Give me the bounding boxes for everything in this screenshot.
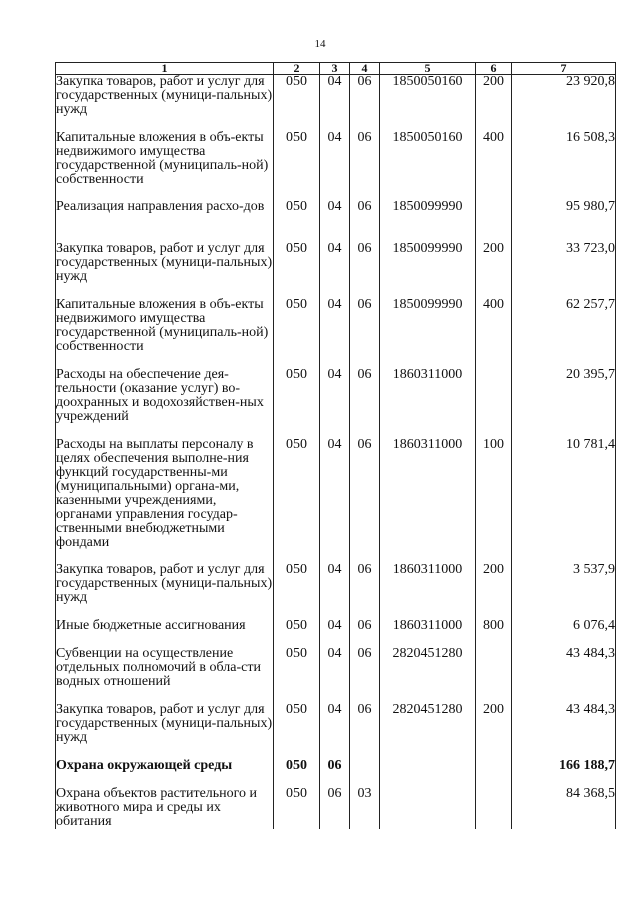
table-row <box>56 619 616 647</box>
row-name-cell: Закупка товаров, работ и услуг для государственных (муници-пальных) нужд <box>56 242 274 298</box>
row-code-gr-cell: 050 <box>274 703 320 759</box>
row-section-cell: 06 <box>320 787 350 829</box>
row-subsection-cell <box>350 759 380 787</box>
row-target-article-cell: 1850099990 <box>380 242 476 298</box>
row-subsection-cell: 06 <box>350 647 380 703</box>
row-section-cell: 04 <box>320 242 350 298</box>
table-row <box>56 242 616 298</box>
table-row <box>56 563 616 619</box>
row-amount-cell: 43 484,3 <box>512 703 616 759</box>
row-target-article-cell: 1850099990 <box>380 200 476 242</box>
row-target-article-cell: 1860311000 <box>380 368 476 438</box>
row-name-cell: Субвенции на осуществление отдельных полномочий в обла-сти водных отношений <box>56 647 274 703</box>
row-target-article-cell: 2820451280 <box>380 647 476 703</box>
table-row <box>56 438 616 563</box>
row-expense-type-cell <box>476 787 512 829</box>
row-code-gr-cell: 050 <box>274 242 320 298</box>
row-expense-type-cell: 200 <box>476 242 512 298</box>
table-row <box>56 298 616 368</box>
row-target-article-cell: 1850099990 <box>380 298 476 368</box>
row-code-gr-cell: 050 <box>274 563 320 619</box>
row-expense-type-cell: 400 <box>476 131 512 200</box>
row-section-cell: 04 <box>320 75 350 132</box>
table-row <box>56 647 616 703</box>
row-amount-cell: 84 368,5 <box>512 787 616 829</box>
header-col-5: 5 <box>380 63 476 75</box>
table-row <box>56 200 616 242</box>
row-target-article-cell: 1860311000 <box>380 619 476 647</box>
row-section-cell: 04 <box>320 438 350 563</box>
row-code-gr-cell: 050 <box>274 438 320 563</box>
row-name-cell: Реализация направления расхо-дов <box>56 200 274 242</box>
row-amount-cell: 95 980,7 <box>512 200 616 242</box>
row-subsection-cell: 06 <box>350 368 380 438</box>
table-row <box>56 787 616 829</box>
row-amount-cell: 16 508,3 <box>512 131 616 200</box>
header-col-1: 1 <box>56 63 274 75</box>
row-target-article-cell: 1850050160 <box>380 131 476 200</box>
row-section-cell: 04 <box>320 368 350 438</box>
table-header-row <box>56 63 616 75</box>
row-name-cell: Капитальные вложения в объ-екты недвижимого имущества государственной (муниципаль-ной) собственности <box>56 298 274 368</box>
header-col-7: 7 <box>512 63 616 75</box>
row-amount-cell: 62 257,7 <box>512 298 616 368</box>
row-name-cell: Иные бюджетные ассигнования <box>56 619 274 647</box>
row-section-cell: 04 <box>320 647 350 703</box>
row-amount-cell: 33 723,0 <box>512 242 616 298</box>
row-amount-cell: 6 076,4 <box>512 619 616 647</box>
row-amount-cell: 3 537,9 <box>512 563 616 619</box>
table-row <box>56 75 616 132</box>
header-col-2: 2 <box>274 63 320 75</box>
row-subsection-cell: 06 <box>350 438 380 563</box>
row-subsection-cell: 06 <box>350 75 380 132</box>
budget-table <box>55 62 616 829</box>
row-expense-type-cell: 400 <box>476 298 512 368</box>
row-subsection-cell: 06 <box>350 703 380 759</box>
row-name-cell: Закупка товаров, работ и услуг для государственных (муници-пальных) нужд <box>56 563 274 619</box>
row-section-cell: 04 <box>320 619 350 647</box>
row-amount-cell: 43 484,3 <box>512 647 616 703</box>
header-col-3: 3 <box>320 63 350 75</box>
row-amount-cell: 23 920,8 <box>512 75 616 132</box>
row-target-article-cell: 1860311000 <box>380 438 476 563</box>
row-subsection-cell: 06 <box>350 298 380 368</box>
row-code-gr-cell: 050 <box>274 619 320 647</box>
row-target-article-cell <box>380 787 476 829</box>
row-section-cell: 04 <box>320 298 350 368</box>
page-number: 14 <box>314 38 326 50</box>
header-col-6: 6 <box>476 63 512 75</box>
row-expense-type-cell <box>476 200 512 242</box>
row-target-article-cell: 1860311000 <box>380 563 476 619</box>
row-target-article-cell: 2820451280 <box>380 703 476 759</box>
row-expense-type-cell <box>476 759 512 787</box>
row-name-cell: Закупка товаров, работ и услуг для государственных (муници-пальных) нужд <box>56 75 274 132</box>
row-name-cell: Расходы на обеспечение дея-тельности (оказание услуг) во-доохранных и водохозяйствен-ных учреждений <box>56 368 274 438</box>
row-code-gr-cell: 050 <box>274 647 320 703</box>
row-subsection-cell: 06 <box>350 563 380 619</box>
row-name-cell: Охрана окружающей среды <box>56 759 274 787</box>
row-section-cell: 04 <box>320 703 350 759</box>
row-name-cell: Расходы на выплаты персоналу в целях обеспечения выполне-ния функций государственны-ми (муниципальными) органа-ми, казенными учреждениями, органами управления государ-ственными внебюджетными фондами <box>56 438 274 563</box>
row-expense-type-cell: 800 <box>476 619 512 647</box>
row-expense-type-cell: 200 <box>476 75 512 132</box>
row-amount-cell: 166 188,7 <box>512 759 616 787</box>
row-target-article-cell <box>380 759 476 787</box>
table-row <box>56 131 616 200</box>
table-row <box>56 368 616 438</box>
row-code-gr-cell: 050 <box>274 759 320 787</box>
row-code-gr-cell: 050 <box>274 200 320 242</box>
row-code-gr-cell: 050 <box>274 131 320 200</box>
row-code-gr-cell: 050 <box>274 368 320 438</box>
row-target-article-cell: 1850050160 <box>380 75 476 132</box>
row-name-cell: Капитальные вложения в объ-екты недвижимого имущества государственной (муниципаль-ной) собственности <box>56 131 274 200</box>
row-expense-type-cell: 200 <box>476 563 512 619</box>
row-section-cell: 06 <box>320 759 350 787</box>
table-row <box>56 703 616 759</box>
row-section-cell: 04 <box>320 131 350 200</box>
table-body <box>56 75 616 830</box>
row-amount-cell: 20 395,7 <box>512 368 616 438</box>
row-subsection-cell: 06 <box>350 200 380 242</box>
table-row <box>56 759 616 787</box>
row-section-cell: 04 <box>320 200 350 242</box>
row-section-cell: 04 <box>320 563 350 619</box>
row-code-gr-cell: 050 <box>274 298 320 368</box>
row-name-cell: Закупка товаров, работ и услуг для государственных (муници-пальных) нужд <box>56 703 274 759</box>
row-code-gr-cell: 050 <box>274 75 320 132</box>
row-subsection-cell: 06 <box>350 131 380 200</box>
row-code-gr-cell: 050 <box>274 787 320 829</box>
row-expense-type-cell: 100 <box>476 438 512 563</box>
row-subsection-cell: 03 <box>350 787 380 829</box>
row-subsection-cell: 06 <box>350 242 380 298</box>
row-expense-type-cell <box>476 647 512 703</box>
row-name-cell: Охрана объектов растительного и животного мира и среды их обитания <box>56 787 274 829</box>
row-subsection-cell: 06 <box>350 619 380 647</box>
header-col-4: 4 <box>350 63 380 75</box>
row-expense-type-cell: 200 <box>476 703 512 759</box>
row-amount-cell: 10 781,4 <box>512 438 616 563</box>
row-expense-type-cell <box>476 368 512 438</box>
